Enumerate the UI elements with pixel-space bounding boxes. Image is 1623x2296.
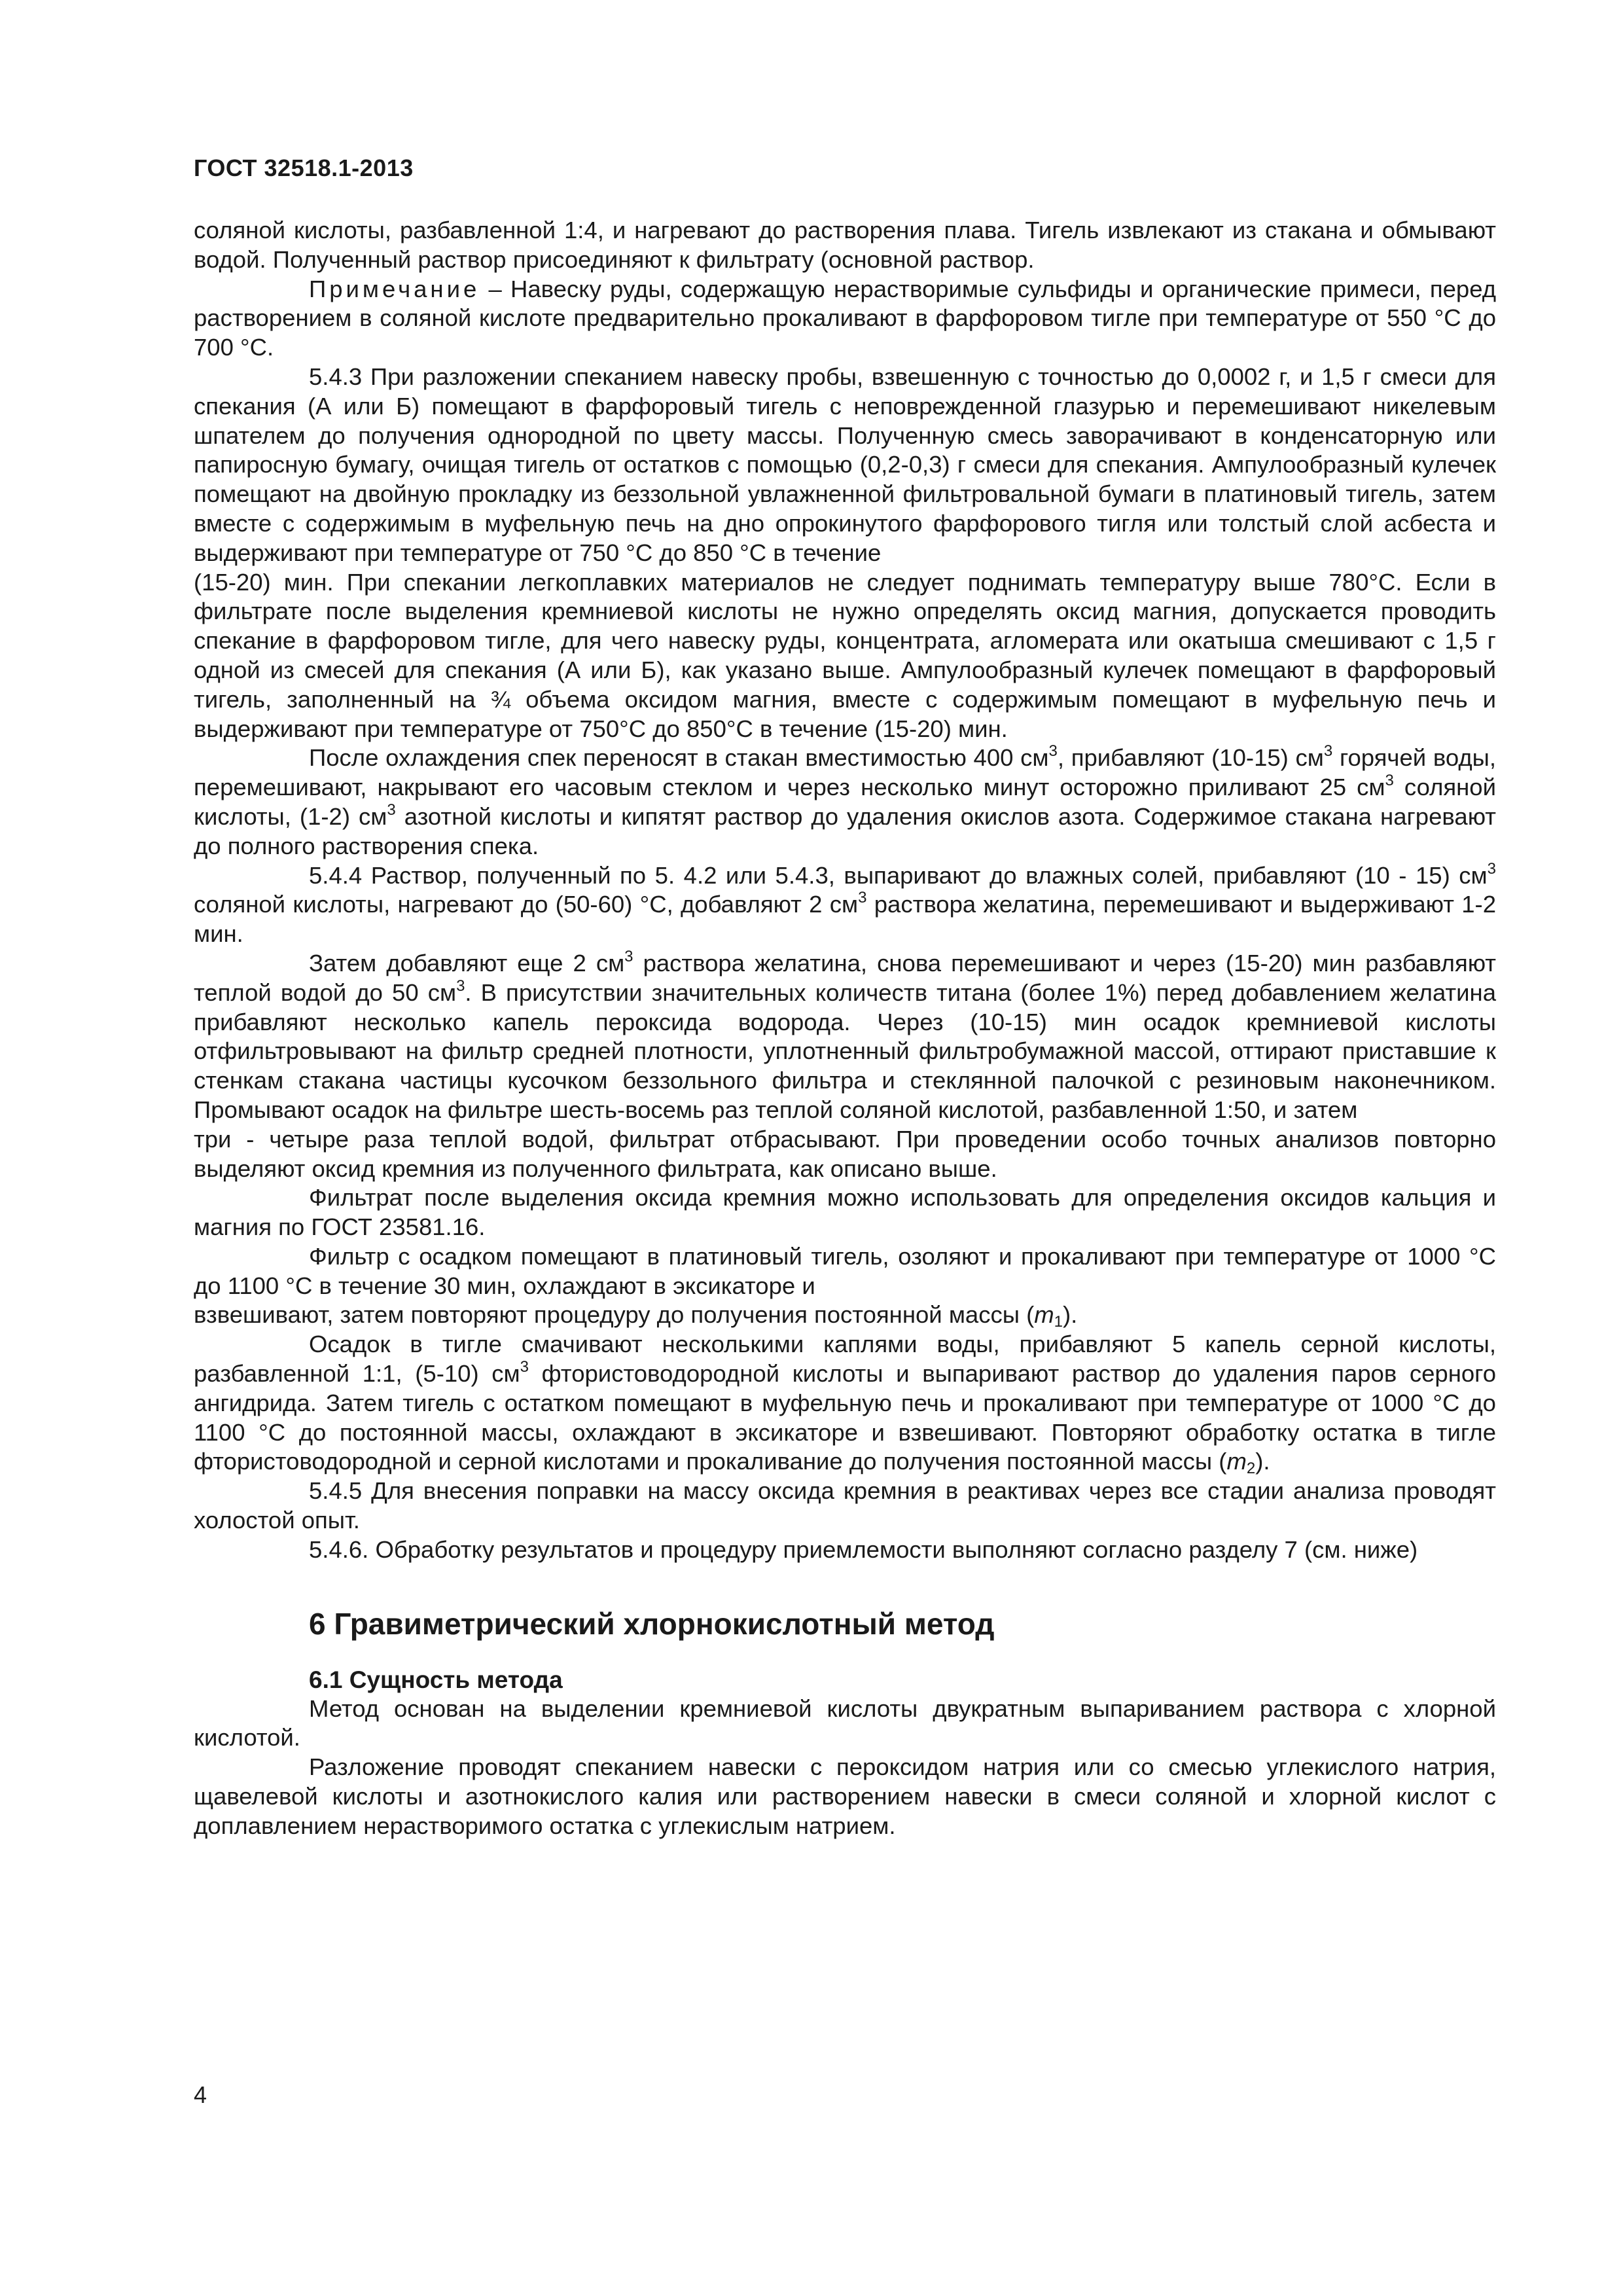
subscript-1: 1 bbox=[1054, 1313, 1063, 1331]
superscript-3: 3 bbox=[1323, 742, 1333, 761]
paragraph-three-four-times: три - четыре раза теплой водой, фильтрат отбрасывают. При проведении особо точных анализов повторно выделяют оксид кремния из полученного фильтрата, как описано выше. bbox=[194, 1125, 1496, 1182]
subscript-2: 2 bbox=[1246, 1460, 1256, 1478]
superscript-3: 3 bbox=[387, 800, 396, 819]
paragraph-filter: Фильтр с осадком помещают в платиновый тигель, озоляют и прокаливают при температуре от 1000 °С до 1100 °С в течение 30 мин, охлаждают в эксикаторе и bbox=[194, 1242, 1496, 1299]
paragraph-weigh: взвешивают, затем повторяют процедуру до получения постоянной массы $(m_1)$. bbox=[194, 1301, 1078, 1331]
paragraph-dissolution-end: соляной кислоты, разбавленной 1:4, и нагревают до растворения плава. Тигель извлекают из стакана и обмывают водой. Полученный раствор присоединяют к фильтрату (основной раствор. bbox=[194, 217, 1496, 273]
section-6-1-paragraph-2: Разложение проводят спеканием навески с пероксидом натрия или со смесью углекислого натрия, щавелевой кислоты и азотнокислого калия или растворением навески в смеси соляной и хлорной кислот с доплавлением нерастворимого остатка с углекислым натрием. bbox=[194, 1753, 1496, 1839]
section-6-1-paragraph-1: Метод основан на выделении кремниевой кислоты двукратным выпариванием раствора с хлорной кислотой. bbox=[194, 1695, 1496, 1751]
paragraph-5-4-3: 5.4.3 При разложении спеканием навеску пробы, взвешенную с точностью до 0,0002 г, и 1,5 г смеси для спекания (А или Б) помещают в фарфоровый тигель с неповрежденной глазурью и перемешивают никелевым шпателем до получения однородной по цвету массы. Полученную смесь заворачивают в конденсаторную или папиросную бумагу, очищая тигель от остатков с помощью (0,2-0,3) г смеси для спекания. Ампулообразный кулечек помещают на двойную прокладку из беззольной увлажненной фильтровальной бумаги в платиновый тигель, затем вместе с содержимым в муфельную печь на дно опрокинутого фарфорового тигля или толстый слой асбеста и выдерживают при температуре от 750 °С до 850 °С в течение bbox=[194, 363, 1496, 566]
section-6-title: 6 Гравиметрический хлорнокислотный метод bbox=[309, 1606, 995, 1641]
superscript-3: 3 bbox=[624, 947, 633, 965]
document-header: ГОСТ 32518.1-2013 bbox=[194, 154, 414, 181]
section-6-1-title: 6.1 Сущность метода bbox=[309, 1666, 563, 1693]
paragraph-5-4-4: 5.4.4 Раствор, полученный по 5. 4.2 или 5.4.3, выпаривают до влажных солей, прибавляют (10 - 15) $см^3$ соляной кислоты, нагревают до (50-60) °С, добавляют 2 $см^3$ раствора желатина, перемешивают и выдерживают 1-2 мин. bbox=[194, 859, 1496, 948]
paragraph-5-4-5: 5.4.5 Для внесения поправки на массу оксида кремния в реактивах через все стадии анализа проводят холостой опыт. bbox=[194, 1477, 1496, 1534]
paragraph-5-4-6: 5.4.6. Обработку результатов и процедуру приемлемости выполняют согласно разделу 7 (см. ниже) bbox=[309, 1535, 1418, 1563]
paragraph-5-4-3-continued: (15-20) мин. При спекании легкоплавких материалов не следует поднимать температуру выше 780°С. Если в фильтрате после выделения кремниевой кислоты не нужно определять оксид магния, допускается проводить спекание в фарфоровом тигле, для чего навеску руды, концентрата, агломерата или окатыша смешивают с 1,5 г одной из смесей для спекания (А или Б), как указано выше. Ампулообразный кулечек помещают в фарфоровый тигель, заполненный на ¾ объема оксидом магния, вместе с содержимым помещают в муфельную печь и выдерживают при температуре от 750°С до 850°С в течение (15-20) мин. bbox=[194, 568, 1496, 742]
paragraph-then-add: Затем добавляют еще 2 $см^3$ раствора желатина, снова перемешивают и через (15-20) мин разбавляют теплой водой до 50 $см^3$. В присутствии значительных количеств титана (более 1%) перед добавлением желатина прибавляют несколько капель пероксида водорода. Через (10-15) мин осадок кремниевой кислоты отфильтровывают на фильтр средней плотности, уплотненный фильтробумажной массой, оттирают приставшие к стенкам стакана частицы кусочком беззольного фильтра и стеклянной палочкой с резиновым наконечником. Промывают осадок на фильтре шесть-восемь раз теплой соляной кислотой, разбавленной 1:50, и затем bbox=[194, 947, 1497, 1123]
paragraph-after-cooling: После охлаждения спек переносят в стакан вместимостью 400 $см^3$, прибавляют (10-15) $см^3$ горячей воды, перемешивают, накрывают его часовым стеклом и через несколько минут осторожно приливают 25 $см^3$ соляной кислоты, (1-2) $см^3$ азотной кислоты и кипятят раствор до удаления окислов азота. Содержимое стакана нагревают до полного растворения спека. bbox=[194, 742, 1497, 859]
note-text: – Навеску руды, содержащую нерастворимые сульфиды и органические примеси, перед растворением в соляной кислоте предварительно прокаливают в фарфоровом тигле при температуре от 550 °С до 700 °С. bbox=[194, 275, 1496, 361]
page-content bbox=[194, 216, 1496, 1841]
superscript-3: 3 bbox=[520, 1358, 529, 1376]
superscript-3: 3 bbox=[858, 889, 867, 907]
page-number: 4 bbox=[194, 2081, 207, 2108]
superscript-3: 3 bbox=[1385, 772, 1394, 790]
superscript-3: 3 bbox=[1487, 859, 1496, 878]
paragraph-residue: Осадок в тигле смачивают несколькими каплями воды, прибавляют 5 капель серной кислоты, разбавленной 1:1, (5-10) $см^3$ фтористоводородной кислоты и выпаривают раствор до удаления паров серного ангидрида. Затем тигель с остатком помещают в муфельную печь и прокаливают при температуре от 1000 °С до 1100 °С до постоянной массы, охлаждают в эксикаторе и взвешивают. Повторяют обработку остатка в тигле фтористоводородной и серной кислотами и прокаливание до получения постоянной массы $(m_2)$. bbox=[194, 1331, 1496, 1478]
paragraph-filtrate: Фильтрат после выделения оксида кремния можно использовать для определения оксидов кальция и магния по ГОСТ 23581.16. bbox=[194, 1184, 1496, 1241]
superscript-3: 3 bbox=[1048, 742, 1058, 761]
note-paragraph bbox=[194, 275, 1496, 363]
note-label: Примечание bbox=[309, 275, 480, 302]
superscript-3: 3 bbox=[456, 977, 465, 995]
